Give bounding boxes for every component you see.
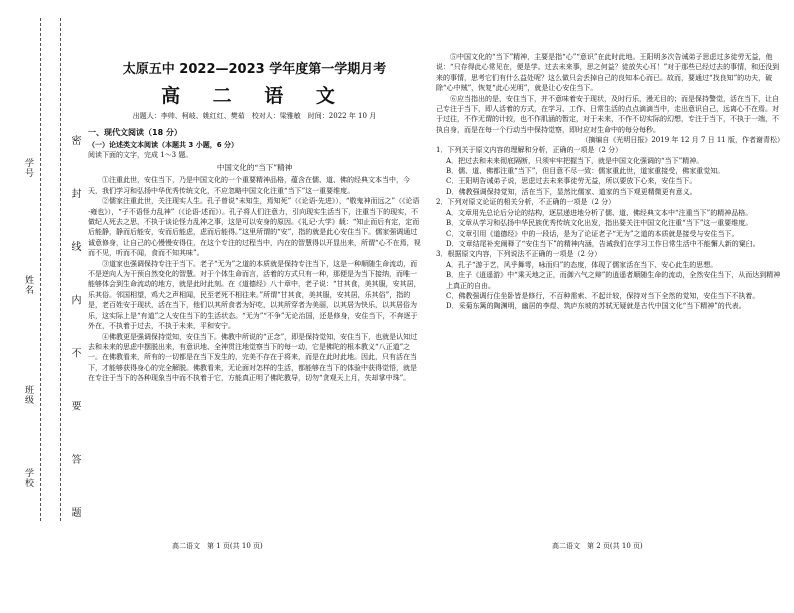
q1-option-c: C．王阳明告诫弟子说，思虑过去未来事徒劳无益，所以要放下心来，安住当下。	[446, 177, 697, 186]
q1-option-b: B．儒、道、佛都注重“当下”，但目意不尽一致：儒家重此世，道家重接受，佛家重觉知。	[446, 167, 725, 176]
school-label: 学校	[23, 468, 33, 488]
q1-option-a: A．把过去和未来彻底隔断，只须牢牢把握当下，就是中国文化强调的“当下”精神。	[446, 156, 704, 165]
page-footer-1: 高二语文 第 1 页(共 10 页)	[172, 542, 263, 550]
article-title: 中国文化的“当下”精神	[216, 163, 293, 173]
paragraph-2: ②儒家注重此世，关注现实人生。孔子曾说“未知生，焉知死”（《论语·先进》），“敬鬼神而远之”（《论语·雍也》），“子不语怪力乱神”（《论语·述而》）。孔子将人们注意力，引向现实生活当下，注重当下的现实，不做纪人死去之思，不执于谈论怪力乱神之事，这是可以安身的原因。《礼记·大学》载：“知止而后有定，定而后能静，静而后能安，安而后能虑，虑而后能得。”这里所谓的“安”，指的就是此心安住当下。儒家强调通过诚意修身，让自己的心慢慢安得住，在这个专注的过程当中，内在的智慧得以开显出来，所谓“心不在焉，视而不见，听而不闻，食而不知其味”。	[88, 197, 421, 258]
paragraph-5: ⑤中国文化的“当下”精神，主要是指“心”“意识”在此时此地。王阳明多次告诫弟子思虑过多徒劳无益，他说：“只存得此心常见在，便是学。过去未来事，思之何益？徒放失心耳！”对于那些已经过去的事情，和还没到来的事情，思考它们有什么益处呢？这么做只会丢掉自己的良知本心而已。故而，要通过“找良知”的功夫，破除“心中贼”，恢复“此心光明”，就是让心安住当下。	[436, 53, 780, 93]
section-heading: 一、现代文阅读（18 分）	[88, 128, 182, 137]
subject-title: 高 二 语 文	[161, 85, 348, 107]
q2-option-b: B．文章从学习和弘扬中华民族优秀传统文化出发，指出要关注中国文化注重“当下”这一重要维度。	[446, 219, 753, 228]
seal-notice: 密 封 线 内 不 要 答 题	[69, 135, 80, 538]
name-label: 姓名	[23, 275, 33, 295]
question-2-stem: 2．下列对原文论证的相关分析，不正确的一项是（2 分）	[436, 198, 616, 207]
q1-option-d: D．佛教强调保持觉知，活在当下，显然比儒家、道家的当下观更精微更有意义。	[446, 187, 697, 196]
paragraph-4: ④佛教更是强调保持觉知，安住当下。佛教中所说的“正念”，即是保持觉知，安住当下，也就是认知过去和未来的思虑中摆脱出来，有意识地、全神贯注地觉察当下的每一动，它是佛陀的根本教义“八正道”之一。在佛教看来，所有的一切都是在当下发生的，完美不存在于将来，而是在此时此地。因此，只有活在当下，才能够获得身心的完全解脱。佛教看来，无论面对怎样的生活，都能够在当下的体验中获得觉悟，就是在专注于当下的各种现象当中而不执着于它，方能真正明了佛陀教导，切勿“贪观天上月，失却掌中珠”。	[88, 332, 418, 383]
exam-meta: 出题人：李帅、柯岐、姚红红、樊茹 校对人：梁雅敏 时间：2022 年 10 月	[132, 112, 377, 120]
question-3-stem: 3．根据原文内容，下列说法不正确的一项是（2 分）	[436, 250, 602, 259]
paragraph-1: ①注重此世，安住当下，乃是中国文化的一个重要精神品格，蕴含在儒、道、佛的经典文本当中，今天，我们学习和弘扬中华优秀传统文化，不应忽略中国文化注重“当下”这一重要维度。	[88, 176, 410, 195]
binding-margin	[0, 0, 86, 561]
page-footer-2: 高二语文 第 2 页(共 10 页)	[552, 542, 643, 550]
fold-line	[40, 18, 41, 521]
seal-line	[60, 18, 61, 521]
exam-title: 太原五中 2022—2023 学年度第一学期月考	[122, 62, 387, 77]
article-source: （摘编自《光明日报》2019 年 12 月 7 日 11 版，作者谢青松）	[581, 136, 784, 145]
paragraph-3: ③道家也强调保持专注于当下。老子“无为”之道的本质就是保持专注当下，这是一种顺随生命流动，而不是逆向人为干预自然变化的智慧。对于个体生命而言，活着的方式只有一种，那便是为当下接纳，而唯一能够体会到生命流动的地方，就是此时此刻。在《道德经》八十章中，老子说：“甘其食，美其服，安其居，乐其俗。邻国相望，鸡犬之声相闻，民至老死不相往来。”所谓“甘其食，美其服，安其居，乐其俗”，指的是，老百姓安于现状，活在当下，他们以其所食者为好吃，以其所穿者为美丽，以其居为快乐，以其居俗为乐，这实际上是“有道”之人安住当下的生活状态。“无为”“不争”无论治国，还是修身，安住当下，不奔逐于外在，不执着于过去，不执于未来，平和安宁。	[88, 259, 421, 331]
q3-option-d: D．采菊东篱的陶渊明，幽居的李煜、筑庐东坡的苏轼无疑就是古代中国文化“当下精神”的代表。	[446, 302, 746, 311]
question-1-stem: 1．下列关于原文内容的理解和分析，正确的一项是（2 分）	[436, 146, 623, 155]
q3-option-c: C．佛教强调行住坐卧皆是修行，不百种需索、不起计较，保持对当下全然的觉知，安住当下不执着。	[446, 291, 760, 300]
reading-instruction: 阅读下面的文字，完成 1～3 题。	[88, 151, 193, 159]
q3-option-a: A．孔子“游于艺，风乎舞雩，咏而归”的态度，体现了儒家活在当下、安心此生的思想。	[446, 260, 718, 269]
student-id-label: 学号	[23, 158, 33, 178]
sub-heading: （一）论述类文本阅读（本题共 3 小题，6 分）	[88, 141, 239, 149]
q2-option-d: D．文章结尾补充阐释了“安住当下”的精神内涵，告诫我们在学习工作日常生活中不能懈人新的窠臼。	[446, 239, 760, 248]
class-label: 班级	[23, 385, 33, 405]
left-page	[88, 0, 421, 561]
q2-option-c: C．文章引用《道德经》中的一段话，是为了论证老子“无为”之道的本质就是接受与安住当下。	[446, 229, 739, 238]
right-page	[436, 0, 784, 613]
q2-option-a: A．文章用先总论后分论的结构，逐层递进地分析了儒、道、佛经典文本中“注重当下”的精神品格。	[446, 208, 753, 217]
q3-option-b: B．庄子《逍遥游》中“乘天地之正，而御六气之辩”的逍遥者顺随生命的流动，全然安住当下，从而达到精神上真正的自由。	[446, 271, 781, 290]
paragraph-6: ⑥应当指出的是，安住当下，并不意味着安于现状，及时行乐，漫无目的；而是保持警觉，活在当下，让自己专注于当下，即人活着的方式，在学习、工作、日常生活的点点滴滴当中，走出意识自己，远离心不在焉。对于过往，不作无谓的计较，也不作肌涵的暂定，对于未来，不作不切实际的幻想，专注于当下，不执于一端，不执自身，而是在每一个行动当中保持觉察，即时应对生命中的每分每秒。	[436, 94, 779, 134]
